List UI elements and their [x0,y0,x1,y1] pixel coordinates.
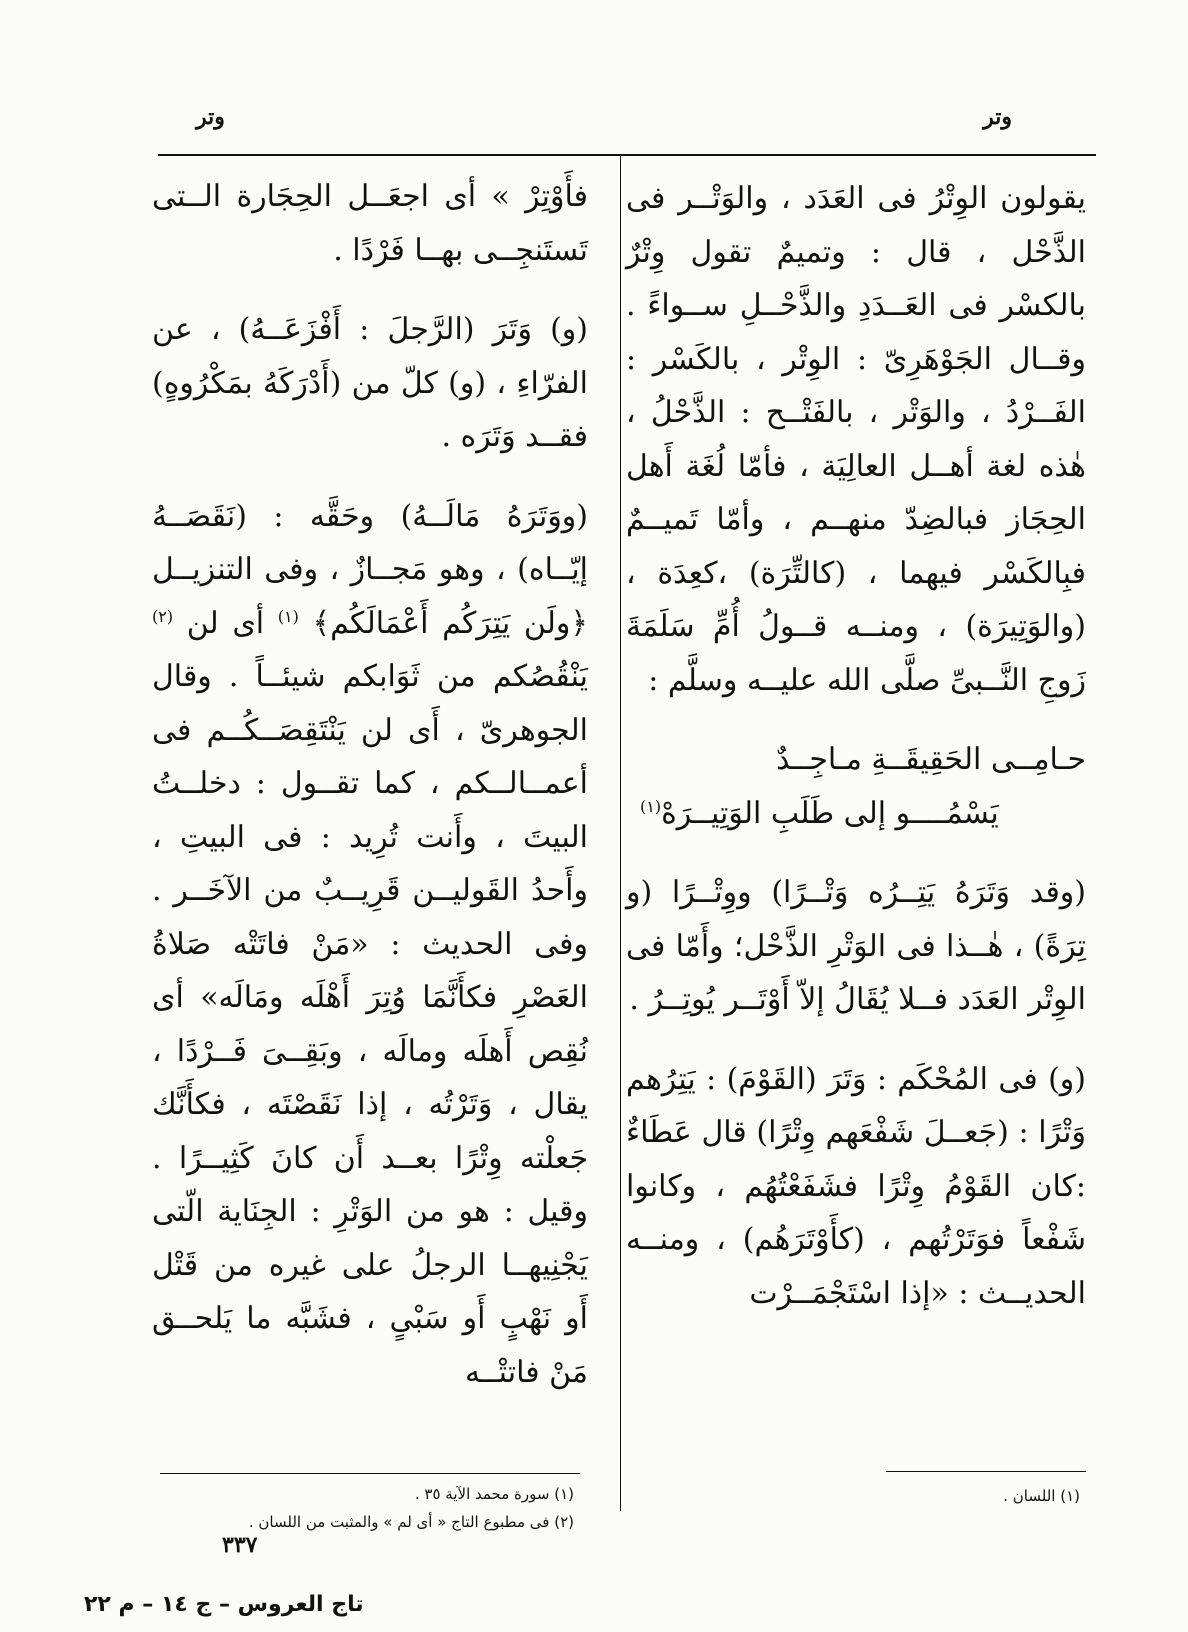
left-paragraph-3a-text: (ووَتَرَهُ مَالَــهُ) وحَقَّه : (نَقَصَــهُ إيّــاه) ، وهو مَجــازٌ ، وفى التنزيــل ﴿ولَن يَتِرَكُم أَعْمَالَكُم﴾ [152,498,588,641]
footnote-rule-right [886,1471,1086,1472]
left-paragraph-1 [152,170,588,277]
footnote-mark-1-right: (١) [640,796,662,816]
left-paragraph-2 [152,303,588,464]
right-column [626,172,1086,1320]
left-column [152,170,588,1399]
right-paragraph-1 [626,172,1086,707]
column-divider [620,156,621,1511]
verse-line-1 [626,733,1086,787]
footnote-right-1: (١) اللسان . [1003,1487,1080,1505]
verse-line-2 [626,787,1086,841]
left-paragraph-2-text: (و) وَتَرَ (الرَّجلَ : أَفْزَعَــهُ) ، عن الفرّاءِ ، (و) كلّ من (أَدْرَكَهُ بمَكْرُوهٍ) فقــد وَتَرَه . [152,312,588,454]
footnote-rule-left [160,1473,580,1474]
footnotes-right [780,1482,1080,1510]
left-paragraph-3 [152,490,588,1400]
right-paragraph-3 [626,1053,1086,1321]
left-paragraph-1-text: فأَوْتِرْ » أى اجعَــل الحِجَارة الــتى تَستَنجِــى بهــا فَرْدًا . [152,179,588,268]
footnote-left-2: (٢) فى مطبوع التاج « أى لم » والمثبت من اللسان . [248,1513,574,1531]
right-paragraph-2-text: (وقد وَتَرَهُ يَتِــرُه وَتْــرًا) ووِتْــرًا (و تِرَةً) ، هٰــذا فى الوَتْرِ الذَّحْل؛ وأَمّا فى الوِتْر العَدَد فــلا يُقَالُ إلاّ أَوْتَــر يُوتِــرُ . [626,875,1086,1017]
header-keyword-left: وتر [196,104,225,130]
footnote-mark-1-left: (١) [277,606,299,626]
right-paragraph-1-text: يقولون الوِتْرُ فى العَدَد ، والوَتْــر فى الذَّحْل ، قال : وتميمٌ تقول وِتْرٌ بالكسْر فى العَــدَدِ والذَّحْــلِ ســواءً . وقــال الجَوْهَرِىّ : الوِتْر ، بالكَسْر : الفَــرْدُ ، والوَتْر ، بالفَتْــح : الذَّحْلُ ، هٰذه لغة أهــل العالِيَة ، فأمّا لُغَة أَهل الحِجَاز فبالضِدّ منهــم ، وأمّا تَميــمٌ فبِالكَسْر فيهما ، (كالتِّرَة) ،كعِدَة ، (والوَتِيرَة) ، ومنــه قــولُ أُمِّ سَلَمَةَ زَوجِ النَّــبىِّ صلَّى الله عليــه وسلَّم : [626,181,1086,698]
footer-source: تاج العروس – ج ١٤ – م ٢٢ [84,1592,364,1617]
verse-line-2-text: يَسْمُــــو إلى طَلَبِ الوَتِيــرَهْ [661,795,999,831]
left-paragraph-3b-text: أى لن [186,605,265,641]
right-paragraph-3-text: (و) فى المُحْكَم : وَتَرَ (القَوْمَ) : يَتِرُهم وَتْرًا : (جَعــلَ شَفْعَهم وِتْرًا) قال عَطَاءٌ :كان القَوْمُ وِتْرًا فشَفَعْتُهُم ، وكانوا شَفْعاً فوَتَرْتُهم ، (كأَوْتَرَهُم) ، ومنــه الحديــث : «إذا اسْتَجْمَــرْت [626,1061,1086,1311]
header-rule [158,154,1096,156]
right-paragraph-2 [626,866,1086,1027]
footnote-left-1: (١) سورة محمد الآية ٣٥ . [414,1485,574,1503]
page-number: ٣٣٧ [222,1532,258,1558]
footnote-mark-2-left: (٢) [152,606,174,626]
left-paragraph-3c-text: يَنْقُصُكم من ثَوَابكم شيئــاً . وقال الجوهرىّ ، أَى لن يَنْتَقِصَــكُــم فى أعمــالــكم ، كما تقــول : دخلــتُ البيتَ ، وأَنت تُرِيد : فى البيتِ ، وأَحدُ القَوليــن قَرِيــبٌ من الآخَــر . وفى الحديث : «مَنْ فاتَتْه صَلاةُ العَصْرِ فكأَنَّمَا وُتِرَ أَهْلَه ومَالَه» أى نُقِص أَهلَه ومالَه ، وبَقِــىَ فَــرْدًا ، يقال ، وَتَرْتُه ، إذا نَقَصْتَه ، فكأَنَّك جَعلْته وِتْرًا بعــد أَن كانَ كَثِيــرًا . وقيل : هو من الوَتْرِ : الجِنَاية الّتى يَجْنِيهــا الرجلُ على غيره من قَتْل أَو نَهْبٍ أَو سَبْىٍ ، فشَبَّه ما يَلحــق مَنْ فاتتْــه [152,659,588,1390]
header-keyword-right: وتر [983,104,1012,130]
verse-line-1-text: حـامِــى الحَقِيقَــةِ مـاجِــدٌ [776,742,1086,777]
footnotes-left [154,1480,574,1536]
